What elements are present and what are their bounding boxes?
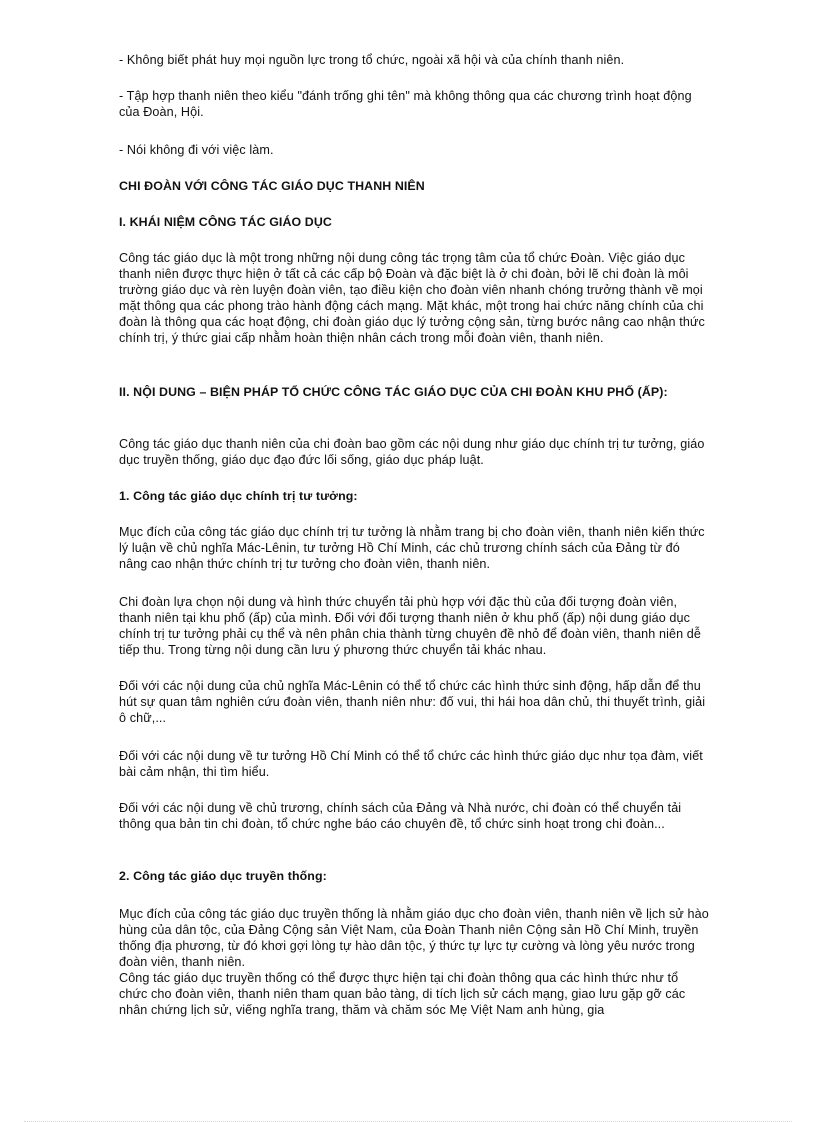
paragraph-bullet-3: - Nói không đi với việc làm. [119, 143, 274, 157]
paragraph-policy: Đối với các nội dung về chủ trương, chính sách của Đảng và Nhà nước, chi đoàn có thể chuyển tải thông qua bản tin chi đoàn, tổ chức nghe báo cáo chuyên đề, tổ chức sinh hoạt trong chi đoàn... [119, 801, 682, 831]
heading-II: II. NỘI DUNG – BIỆN PHÁP TỔ CHỨC CÔNG TÁC GIÁO DỤC CỦA CHI ĐOÀN KHU PHỐ (ẤP): [119, 385, 668, 399]
paragraph-bullet-1: - Không biết phát huy mọi nguồn lực trong tổ chức, ngoài xã hội và của chính thanh niên. [119, 53, 625, 67]
paragraph-marxism: Đối với các nội dung của chủ nghĩa Mác-Lênin có thể tổ chức các hình thức sinh động, hấp dẫn để thu hút sự quan tâm nghiên cứu đoàn viên, thanh niên như: đố vui, thi hái hoa dân chủ, thi thuyết trình, giải ô chữ,... [119, 679, 706, 725]
heading-2-tradition: 2. Công tác giáo dục truyền thống: [119, 869, 327, 883]
paragraph-political-purpose: Mục đích của công tác giáo dục chính trị tư tưởng là nhằm trang bị cho đoàn viên, thanh niên kiến thức lý luận về chủ nghĩa Mác-Lênin, tư tưởng Hồ Chí Minh, các chủ trương chính sách của Đảng từ đó nâng cao nhận thức chính trị tư tưởng cho đoàn viên, thanh niên. [119, 525, 705, 571]
paragraph-content-overview: Công tác giáo dục thanh niên của chi đoàn bao gồm các nội dung như giáo dục chính trị tư tưởng, giáo dục truyền thống, giáo dục đạo đức lối sống, giáo dục pháp luật. [119, 437, 705, 467]
paragraph-bullet-2: - Tập hợp thanh niên theo kiểu "đánh trống ghi tên" mà không thông qua các chương trình hoạt động của Đoàn, Hội. [119, 89, 692, 119]
paragraph-concept: Công tác giáo dục là một trong những nội dung công tác trọng tâm của tổ chức Đoàn. Việc giáo dục thanh niên được thực hiện ở tất cả các cấp bộ Đoàn và đặc biệt là ở chi đoàn, bởi lẽ chi đoàn là môi trường giáo dục và rèn luyện đoàn viên, tạo điều kiện cho đoàn viên nhanh chóng trưởng thành về mọi mặt thông qua các phong trào hành động cách mạng. Mặt khác, một trong hai chức năng chính của chi đoàn là thông qua các hoạt động, chi đoàn giáo dục lý tưởng cộng sản, từng bước nâng cao nhận thức chính trị, ý thức giai cấp nhằm hoàn thiện nhân cách trong mỗi đoàn viên, thanh niên. [119, 251, 705, 345]
paragraph-ho-chi-minh: Đối với các nội dung về tư tưởng Hồ Chí Minh có thể tổ chức các hình thức giáo dục như tọa đàm, viết bài cảm nhận, thi tìm hiểu. [119, 749, 703, 779]
paragraph-tradition-method: Công tác giáo dục truyền thống có thể được thực hiện tại chi đoàn thông qua các hình thức như tổ chức cho đoàn viên, thanh niên tham quan bảo tàng, di tích lịch sử cách mạng, giao lưu gặp gỡ các nhân chứng lịch sử, viếng nghĩa trang, thăm và chăm sóc Mẹ Việt Nam anh hùng, gia [119, 971, 686, 1017]
paragraph-tradition-purpose: Mục đích của công tác giáo dục truyền thống là nhằm giáo dục cho đoàn viên, thanh niên về lịch sử hào hùng của dân tộc, của Đảng Cộng sản Việt Nam, của Đoàn Thanh niên Cộng sản Hồ Chí Minh, truyền thống địa phương, từ đó khơi gợi lòng tự hào dân tộc, ý thức tự lực tự cường và lòng yêu nước trong đoàn viên, thanh niên. [119, 907, 709, 969]
heading-I: I. KHÁI NIỆM CÔNG TÁC GIÁO DỤC [119, 215, 332, 229]
page-bottom-rule [24, 1121, 792, 1122]
heading-1-political: 1. Công tác giáo dục chính trị tư tưởng: [119, 489, 358, 503]
section-title: CHI ĐOÀN VỚI CÔNG TÁC GIÁO DỤC THANH NIÊN [119, 179, 425, 193]
paragraph-political-method: Chi đoàn lựa chọn nội dung và hình thức chuyển tải phù hợp với đặc thù của đối tượng đoàn viên, thanh niên tại khu phố (ấp) của mình. Đối với đối tượng thanh niên ở khu phố (ấp) nội dung giáo dục chính trị tư tưởng phải cụ thể và nên phân chia thành từng chuyên đề nhỏ để đoàn viên, thanh niên dễ tiếp thu. Trong từng nội dung cần lưu ý phương thức chuyển tải khác nhau. [119, 595, 701, 657]
